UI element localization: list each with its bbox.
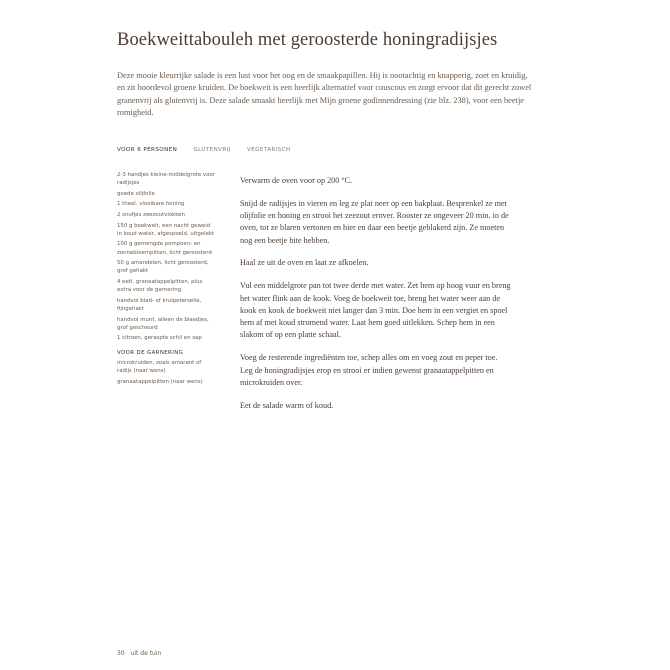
ingredient-item: 2-3 handjes kleine-middelgrote voor radijsjes bbox=[117, 172, 215, 187]
section-name: uit de tuin bbox=[130, 650, 162, 657]
ingredient-item: 4 eetl. granaatappelpitten, plus extra voor de garnering bbox=[117, 278, 203, 294]
method-steps bbox=[240, 175, 512, 422]
ingredient-item: 100 g gemengde pompoen- en zonnebloempitten, licht geroosterd bbox=[117, 241, 212, 256]
recipe-tags bbox=[117, 147, 305, 153]
ingredient-list bbox=[117, 171, 215, 389]
gluten-free-tag: GLUTENVRIJ bbox=[193, 147, 231, 153]
recipe-intro: Deze mooie kleurrijke salade is een lust voor het oog en de smaakpapillen. Hij is nootachtig en knapperig, zoet en kruidig, en zit boordevol groene kruiden. De boekweit is een heerlijk alternatief voor couscous en zorgt ervoor dat dit gerecht zowel granenvrij als glutenvrij is. Deze salade smaakt heerlijk met Mijn groene godinnendressing (zie blz. 238), voor een beetje romigheid. bbox=[117, 71, 532, 118]
page-number: 30 bbox=[117, 650, 125, 657]
ingredient-item: 2 snufjes zeezoutvlokken bbox=[117, 211, 185, 218]
method-step: Eet de salade warm of koud. bbox=[240, 400, 334, 410]
vegetarian-tag: VEGETARISCH bbox=[246, 147, 291, 153]
ingredient-item: 1 citroen, geraspte schil en sap bbox=[117, 335, 202, 342]
ingredient-item: handvol blad- of krulpeterselie, fijngehakt bbox=[117, 297, 202, 312]
garnish-heading: VOOR DE GARNERING bbox=[117, 349, 184, 356]
method-step: Snijd de radijsjes in vieren en leg ze plat neer op een bakplaat. Besprenkel ze met olijfolie en honing en strooi het zeezout erover. Rooster ze ongeveer 20 min. in de oven, tot ze blaren vertonen en hier en daar een beetje geblakerd zijn. Ze moeten nog een beetje bite hebben. bbox=[240, 198, 509, 245]
method-step: Haal ze uit de oven en laat ze afkoelen. bbox=[240, 258, 369, 268]
ingredient-item: 150 g boekweit, een nacht geweid in koud water, afgespoeld, uitgelekt bbox=[117, 222, 215, 237]
garnish-item: microkruiden, zoals amarant of radijs (naar wens) bbox=[117, 360, 202, 375]
page-footer bbox=[117, 650, 161, 657]
method-step: Verwarm de oven voor op 200 °C. bbox=[240, 176, 353, 185]
recipe-title: Boekweittabouleh met geroosterde honingradijsjes bbox=[117, 30, 498, 50]
ingredient-item: 1 theel. vloeibare honing bbox=[117, 201, 185, 208]
method-step: Voeg de resterende ingrediënten toe, schep alles om en voeg zout en peper toe. Leg de honingradijsjes erop en strooi er indien gewenst granaatappelpitten en microkruiden over. bbox=[240, 353, 498, 387]
ingredient-item: goede olijfolie bbox=[117, 190, 155, 197]
ingredient-item: handvol munt, alleen de blaadjes, grof gescheurd bbox=[117, 316, 209, 331]
servings-tag: VOOR 6 PERSONEN bbox=[117, 147, 178, 153]
garnish-item: granaatappelpitten (naar wens) bbox=[117, 378, 203, 385]
method-step: Vul een middelgrote pan tot twee derde met water. Zet hem op hoog vuur en breng het water flink aan de kook. Voeg de boekweit toe, breng het water weer aan de kook en kook de boekweit niet langer dan 3 min. Doe hem in een vergiet en spoel hem af met koud stromend water. Laat hem goed uitlekken. Schep hem in een slakom of op een platte schaal. bbox=[240, 281, 511, 340]
ingredient-item: 50 g amandelen, licht geroosterd, grof gehakt bbox=[117, 260, 209, 275]
